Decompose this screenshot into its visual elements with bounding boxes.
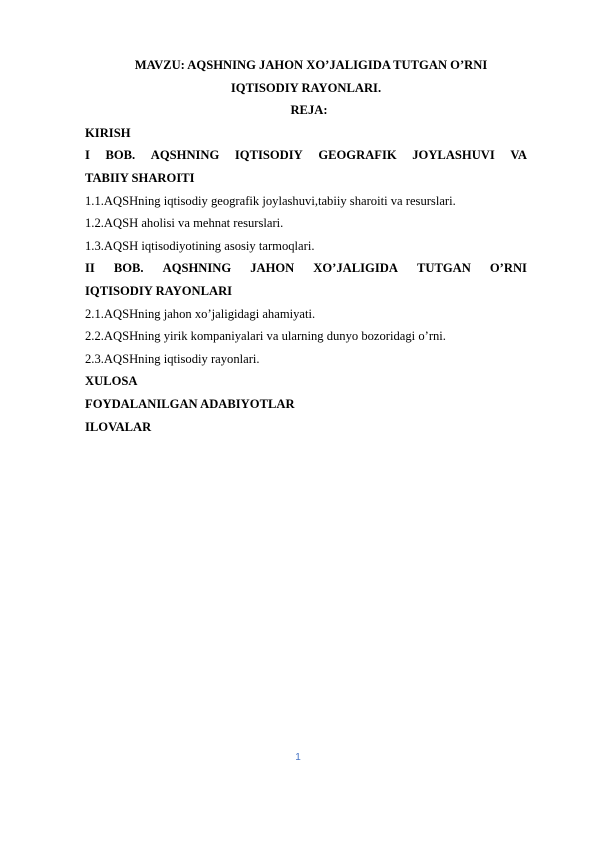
toc-section-1-3: 1.3.AQSH iqtisodiyotining asosiy tarmoqlari. [85,238,315,253]
plan-heading: REJA: [290,103,328,118]
topic-title-line-2: IQTISODIY RAYONLARI. [230,80,382,95]
toc-chapter-1-continuation: TABIIY SHAROITI [85,170,195,185]
chapter-2-word: II [85,261,95,276]
chapter-1-word: VA [510,148,527,163]
toc-intro: KIRISH [85,125,131,140]
toc-conclusion: XULOSA [85,374,138,389]
chapter-2-word: TUTGAN [416,261,471,276]
toc-chapter-2-continuation: IQTISODIY RAYONLARI [85,283,233,298]
chapter-2-word: AQSHNING [162,261,232,276]
toc-section-2-3: 2.3.AQSHning iqtisodiy rayonlari. [85,351,260,366]
chapter-1-word: I [85,148,90,163]
chapter-1-word: IQTISODIY [234,148,303,163]
toc-section-1-1: 1.1.AQSHning iqtisodiy geografik joylashuvi,tabiiy sharoiti va resurslari. [85,193,456,208]
chapter-1-word: AQSHNING [150,148,220,163]
toc-section-2-1: 2.1.AQSHning jahon xo’jaligidagi ahamiyati. [85,306,316,321]
chapter-2-word: BOB. [113,261,144,276]
toc-references: FOYDALANILGAN ADABIYOTLAR [85,396,295,411]
toc-section-1-2: 1.2.AQSH aholisi va mehnat resurslari. [85,216,284,231]
topic-title-line-1: MAVZU: AQSHNING JAHON XO’JALIGIDA TUTGAN O’RNI [134,58,488,72]
chapter-2-word: XO’JALIGIDA [313,261,398,276]
toc-chapter-2-heading [85,257,527,280]
toc-appendix: ILOVALAR [85,419,152,434]
document-content [85,54,527,438]
page-number: 1 [295,752,301,763]
chapter-2-word: JAHON [250,261,295,276]
toc-section-2-2: 2.2.AQSHning yirik kompaniyalari va ularning dunyo bozoridagi o’rni. [85,329,446,344]
chapter-1-word: GEOGRAFIK [318,148,397,163]
chapter-2-word: O’RNI [489,261,527,276]
toc-chapter-1-heading [85,144,527,167]
chapter-1-word: JOYLASHUVI [412,148,495,163]
chapter-1-word: BOB. [105,148,136,163]
